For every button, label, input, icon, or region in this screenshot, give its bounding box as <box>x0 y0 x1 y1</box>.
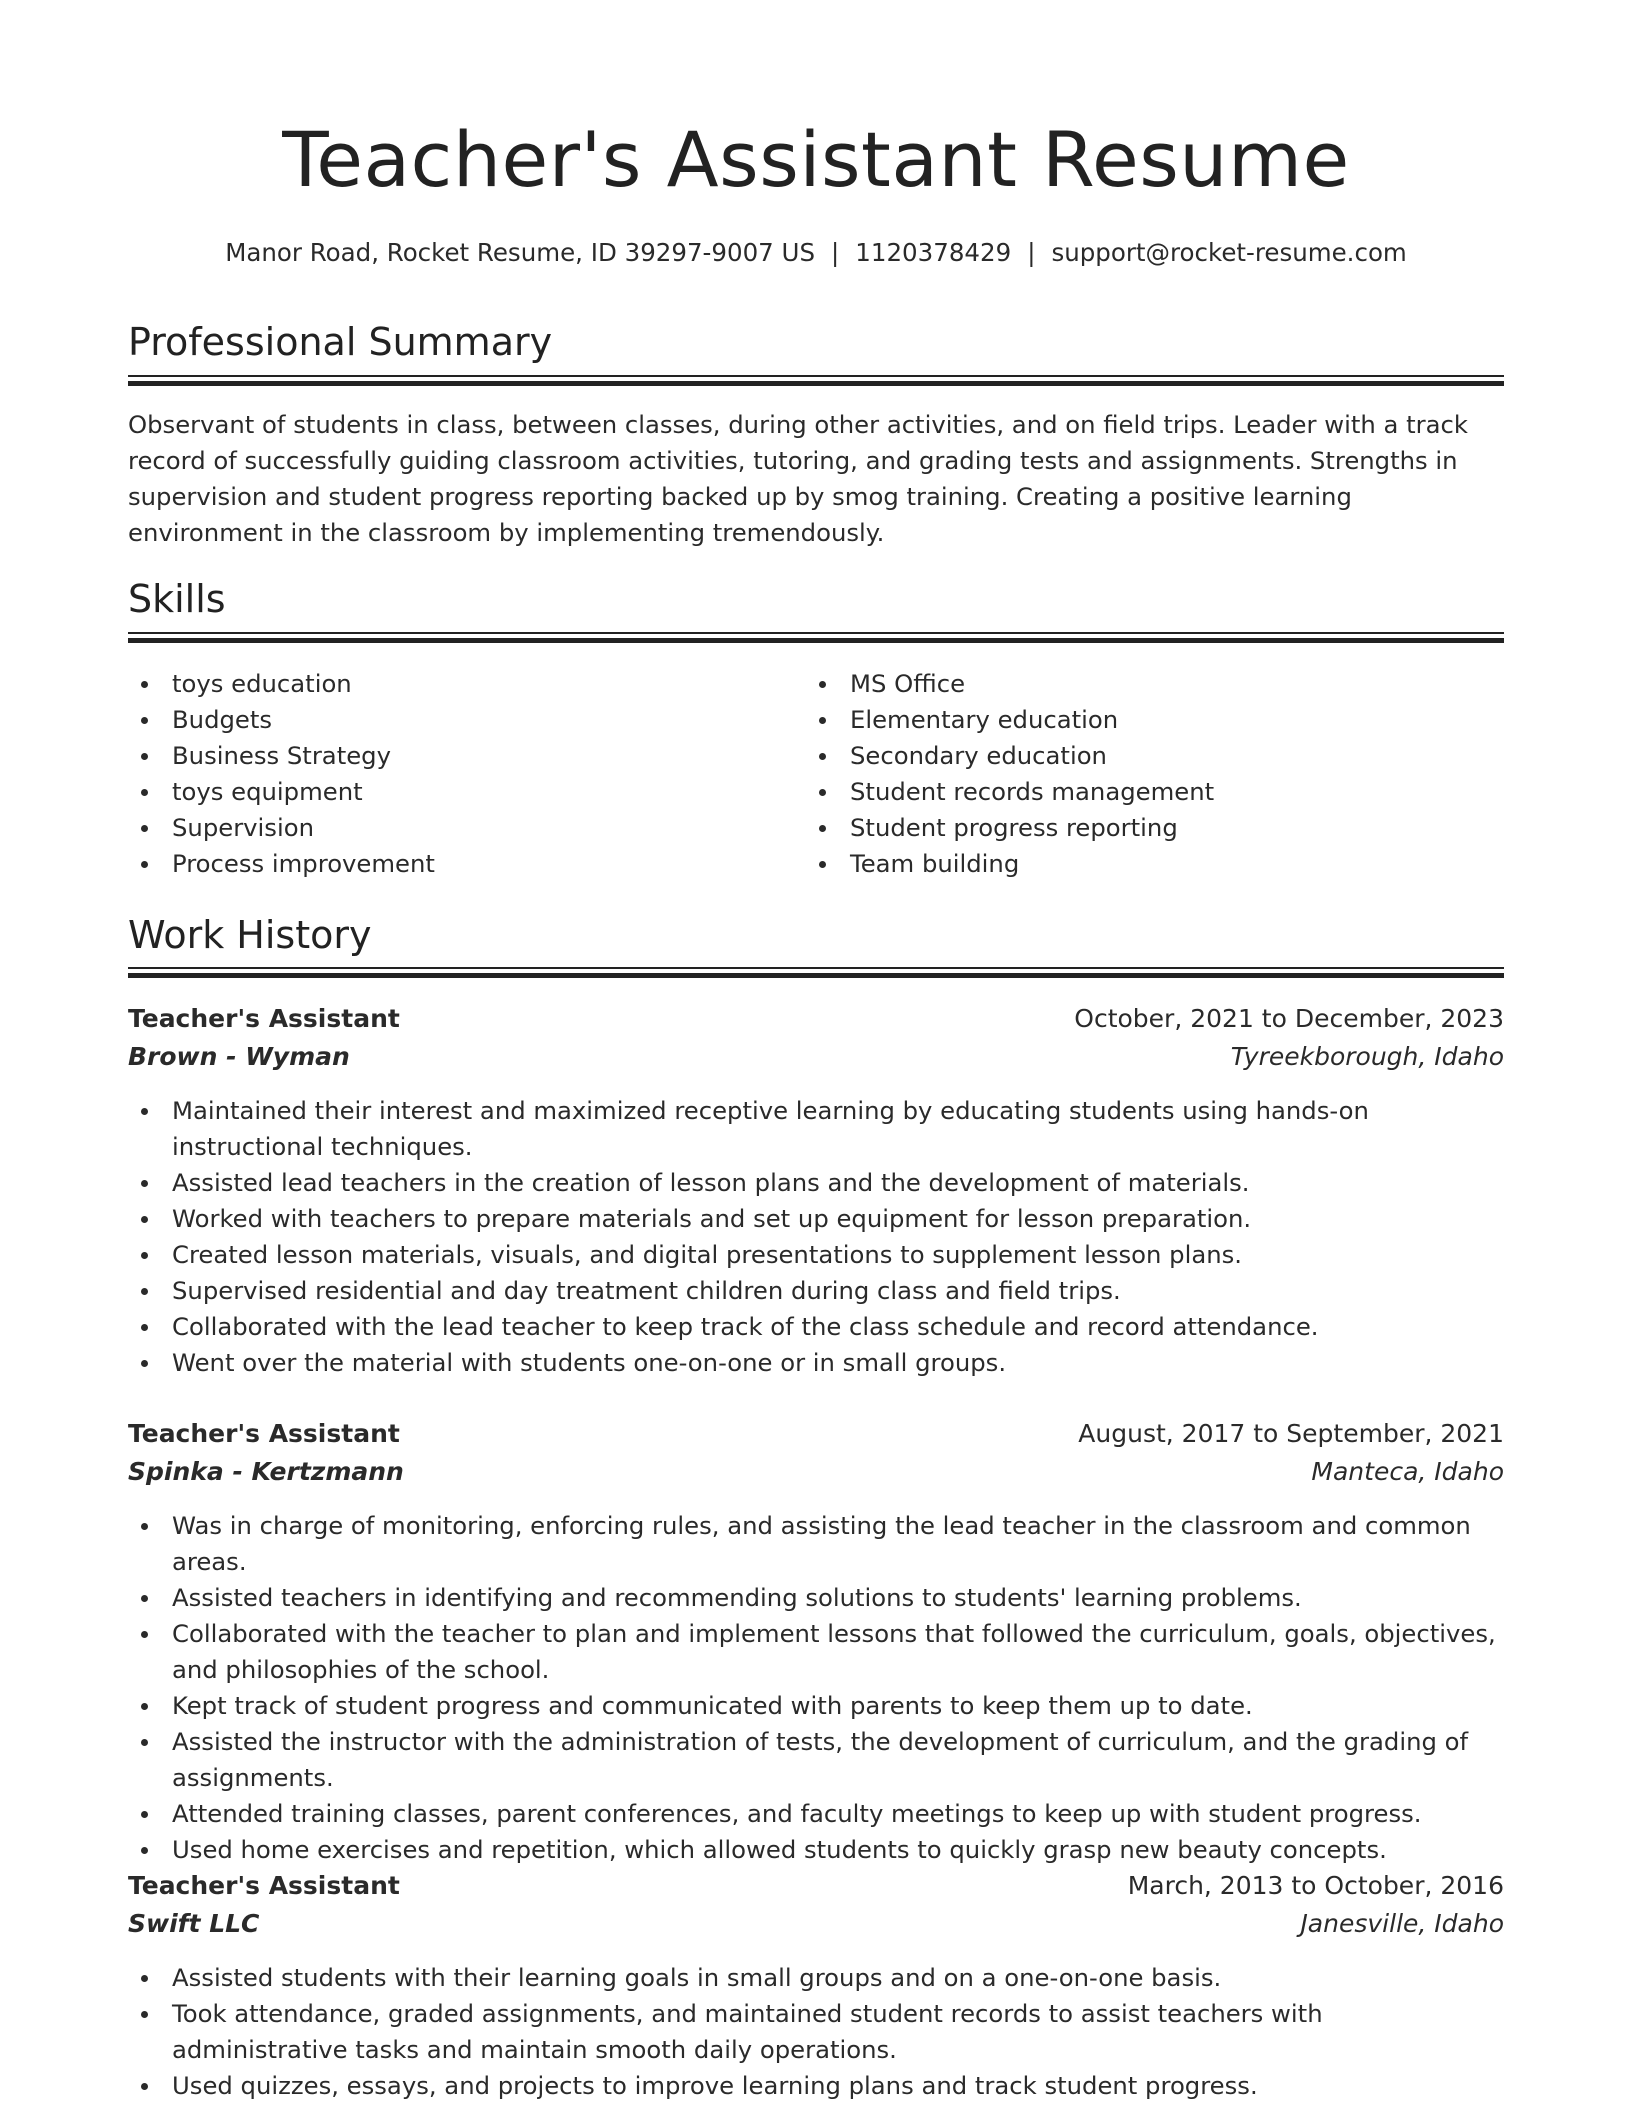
contact-separator: | <box>1027 238 1036 267</box>
duty-item: Assisted lead teachers in the creation of lesson plans and the development of materials. <box>128 1165 1504 1201</box>
duty-item: Kept track of student progress and communicated with parents to keep them up to date. <box>128 1688 1504 1724</box>
skill-item: Budgets <box>128 702 788 738</box>
contact-line <box>128 238 1504 267</box>
duty-item: Used home exercises and repetition, which allowed students to quickly grasp new beauty concepts. <box>128 1832 1504 1868</box>
job-title: Teacher's Assistant <box>128 1419 400 1448</box>
job-company: Swift LLC <box>128 1909 260 1938</box>
skill-item: MS Office <box>806 666 1504 702</box>
resume-title: Teacher's Assistant Resume <box>282 115 1350 204</box>
duty-item: Collaborated with the lead teacher to keep track of the class schedule and record attendance. <box>128 1309 1504 1345</box>
duty-item: Maintained their interest and maximized receptive learning by educating students using hands-on instructional techniques. <box>128 1093 1504 1165</box>
job-company: Brown - Wyman <box>128 1042 350 1071</box>
summary-heading: Professional Summary <box>128 320 553 364</box>
skill-item: Student progress reporting <box>806 810 1504 846</box>
duty-item: Assisted teachers in identifying and recommending solutions to students' learning problems. <box>128 1580 1504 1616</box>
skill-item: Team building <box>806 846 1504 882</box>
duty-item: Used quizzes, essays, and projects to improve learning plans and track student progress. <box>128 2068 1504 2104</box>
contact-address: Manor Road, Rocket Resume, ID 39297-9007 US <box>225 238 816 267</box>
job-dates: March, 2013 to October, 2016 <box>1127 1871 1504 1900</box>
job-location: Tyreekborough, Idaho <box>1230 1042 1504 1071</box>
skill-item: toys equipment <box>128 774 788 810</box>
duty-item: Was in charge of monitoring, enforcing rules, and assisting the lead teacher in the classroom and common areas. <box>128 1508 1504 1580</box>
contact-email: support@rocket-resume.com <box>1051 238 1407 267</box>
duty-item: Attended training classes, parent conferences, and faculty meetings to keep up with student progress. <box>128 1796 1504 1832</box>
job-dates: August, 2017 to September, 2021 <box>1078 1419 1504 1448</box>
skill-item: Elementary education <box>806 702 1504 738</box>
summary-text: Observant of students in class, between classes, during other activities, and on field trips. Leader with a track record of successfully guiding classroom activities, tutoring, and grading tests and assignments. Strengths in supervision and student progress reporting backed up by smog training. Creating a positive learning environment in the classroom by implementing tremendously. <box>128 410 1468 547</box>
duty-item: Supervised residential and day treatment children during class and field trips. <box>128 1273 1504 1309</box>
job-dates: October, 2021 to December, 2023 <box>1074 1004 1504 1033</box>
duty-item: Collaborated with the teacher to plan and implement lessons that followed the curriculum, goals, objectives, and philosophies of the school. <box>128 1616 1504 1688</box>
section-divider <box>128 375 1504 385</box>
job-duties-list <box>128 1960 1504 2104</box>
skill-item: Student records management <box>806 774 1504 810</box>
job-title: Teacher's Assistant <box>128 1871 400 1900</box>
contact-phone: 1120378429 <box>855 238 1012 267</box>
job-location: Manteca, Idaho <box>1311 1457 1504 1486</box>
job-company: Spinka - Kertzmann <box>128 1457 404 1486</box>
duty-item: Worked with teachers to prepare materials and set up equipment for lesson preparation. <box>128 1201 1504 1237</box>
skills-list-left <box>128 666 788 882</box>
job-location: Janesville, Idaho <box>1300 1909 1504 1938</box>
job-duties-list <box>128 1508 1504 1868</box>
duty-item: Assisted the instructor with the administration of tests, the development of curriculum, and the grading of assignments. <box>128 1724 1504 1796</box>
duty-item: Created lesson materials, visuals, and digital presentations to supplement lesson plans. <box>128 1237 1504 1273</box>
skill-item: Supervision <box>128 810 788 846</box>
section-divider <box>128 632 1504 642</box>
job-duties-list <box>128 1093 1504 1381</box>
skills-list-right <box>806 666 1504 882</box>
duty-item: Went over the material with students one-on-one or in small groups. <box>128 1345 1504 1381</box>
duty-item: Took attendance, graded assignments, and maintained student records to assist teachers with administrative tasks and maintain smooth daily operations. <box>128 1996 1504 2068</box>
skill-item: Process improvement <box>128 846 788 882</box>
skill-item: Business Strategy <box>128 738 788 774</box>
section-divider <box>128 967 1504 977</box>
work-history-heading: Work History <box>128 913 372 957</box>
skills-heading: Skills <box>128 577 226 621</box>
skill-item: Secondary education <box>806 738 1504 774</box>
job-title: Teacher's Assistant <box>128 1004 400 1033</box>
duty-item: Assisted students with their learning goals in small groups and on a one-on-one basis. <box>128 1960 1504 1996</box>
contact-separator: | <box>831 238 840 267</box>
skill-item: toys education <box>128 666 788 702</box>
